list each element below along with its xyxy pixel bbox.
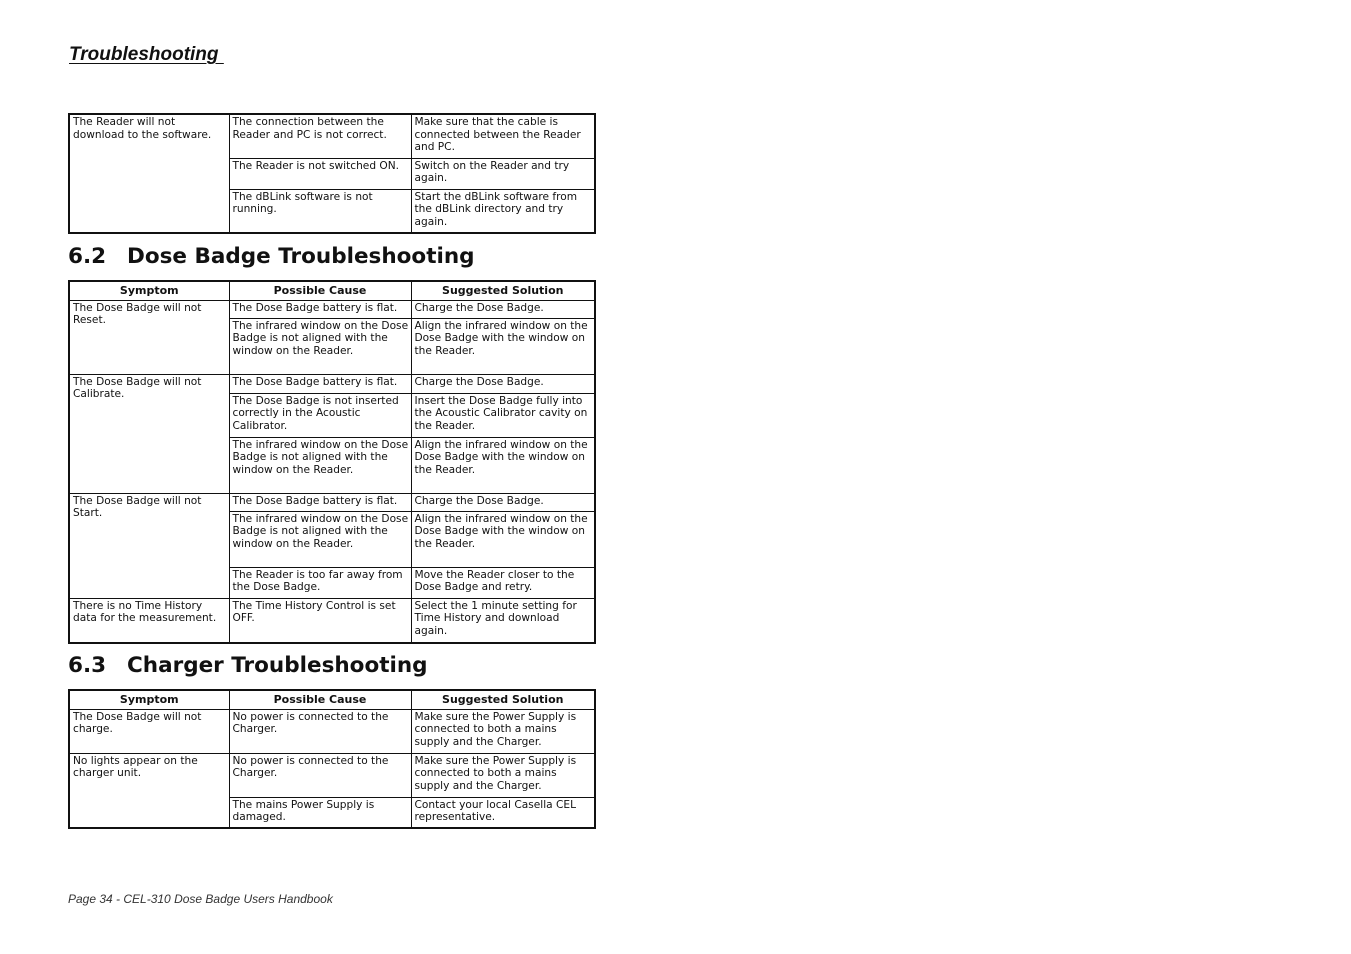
solution-cell: Charge the Dose Badge. — [411, 493, 595, 511]
symptom-cell: There is no Time History data for the measurement. — [69, 598, 229, 643]
solution-cell: Align the infrared window on the Dose Badge with the window on the Reader. — [411, 511, 595, 567]
solution-header: Suggested Solution — [411, 281, 595, 300]
symptom-cell: The Dose Badge will not Reset. — [69, 300, 229, 374]
cause-cell: The infrared window on the Dose Badge is not aligned with the window on the Reader. — [229, 511, 411, 567]
solution-cell: Select the 1 minute setting for Time History and download again. — [411, 598, 595, 643]
cause-cell: The infrared window on the Dose Badge is not aligned with the window on the Reader. — [229, 437, 411, 493]
cause-cell: The Dose Badge battery is flat. — [229, 374, 411, 393]
page-footer: Page 34 - CEL-310 Dose Badge Users Handbook — [68, 892, 333, 906]
solution-cell: Align the infrared window on the Dose Badge with the window on the Reader. — [411, 437, 595, 493]
cause-cell: The dBLink software is not running. — [229, 189, 411, 233]
solution-cell: Contact your local Casella CEL representative. — [411, 797, 595, 828]
cause-cell: The infrared window on the Dose Badge is not aligned with the window on the Reader. — [229, 318, 411, 374]
solution-cell: Charge the Dose Badge. — [411, 374, 595, 393]
symptom-cell: The Dose Badge will not charge. — [69, 709, 229, 753]
solution-cell: Make sure the Power Supply is connected to both a mains supply and the Charger. — [411, 709, 595, 753]
table-row — [69, 300, 595, 318]
solution-cell: Insert the Dose Badge fully into the Acoustic Calibrator cavity on the Reader. — [411, 393, 595, 437]
symptom-cell: The Dose Badge will not Start. — [69, 493, 229, 598]
cause-header: Possible Cause — [229, 281, 411, 300]
table-row — [69, 114, 595, 158]
table-row — [69, 598, 595, 643]
cause-cell: The Time History Control is set OFF. — [229, 598, 411, 643]
section-title: Dose Badge Troubleshooting — [127, 244, 475, 269]
section-title: Charger Troubleshooting — [127, 653, 428, 678]
section-number: 6.2 — [68, 244, 107, 269]
cause-cell: The connection between the Reader and PC is not correct. — [229, 114, 411, 158]
solution-cell: Make sure the Power Supply is connected to both a mains supply and the Charger. — [411, 753, 595, 797]
table-row — [69, 493, 595, 511]
cause-cell: No power is connected to the Charger. — [229, 709, 411, 753]
table-row — [69, 709, 595, 753]
solution-cell: Switch on the Reader and try again. — [411, 158, 595, 189]
section-number: 6.3 — [68, 653, 107, 678]
page-header-title: Troubleshooting — [69, 44, 224, 65]
table-header-row — [69, 690, 595, 709]
cause-cell: The Dose Badge is not inserted correctly in the Acoustic Calibrator. — [229, 393, 411, 437]
solution-cell: Make sure that the cable is connected between the Reader and PC. — [411, 114, 595, 158]
symptom-cell: The Reader will not download to the software. — [69, 114, 229, 233]
cause-cell: The Dose Badge battery is flat. — [229, 300, 411, 318]
cause-cell: The Dose Badge battery is flat. — [229, 493, 411, 511]
symptom-header: Symptom — [69, 690, 229, 709]
section-heading-dose-badge — [68, 244, 475, 269]
symptom-header: Symptom — [69, 281, 229, 300]
cause-header: Possible Cause — [229, 690, 411, 709]
table-row — [69, 753, 595, 797]
solution-header: Suggested Solution — [411, 690, 595, 709]
cause-cell: The mains Power Supply is damaged. — [229, 797, 411, 828]
reader-troubleshooting-table — [68, 113, 596, 234]
dose-badge-troubleshooting-table — [68, 280, 596, 644]
solution-cell: Align the infrared window on the Dose Badge with the window on the Reader. — [411, 318, 595, 374]
cause-cell: The Reader is too far away from the Dose Badge. — [229, 567, 411, 598]
cause-cell: The Reader is not switched ON. — [229, 158, 411, 189]
solution-cell: Move the Reader closer to the Dose Badge and retry. — [411, 567, 595, 598]
solution-cell: Charge the Dose Badge. — [411, 300, 595, 318]
symptom-cell: The Dose Badge will not Calibrate. — [69, 374, 229, 493]
charger-troubleshooting-table — [68, 689, 596, 829]
solution-cell: Start the dBLink software from the dBLink directory and try again. — [411, 189, 595, 233]
table-row — [69, 374, 595, 393]
cause-cell: No power is connected to the Charger. — [229, 753, 411, 797]
symptom-cell: No lights appear on the charger unit. — [69, 753, 229, 828]
table-header-row — [69, 281, 595, 300]
section-heading-charger — [68, 653, 428, 678]
